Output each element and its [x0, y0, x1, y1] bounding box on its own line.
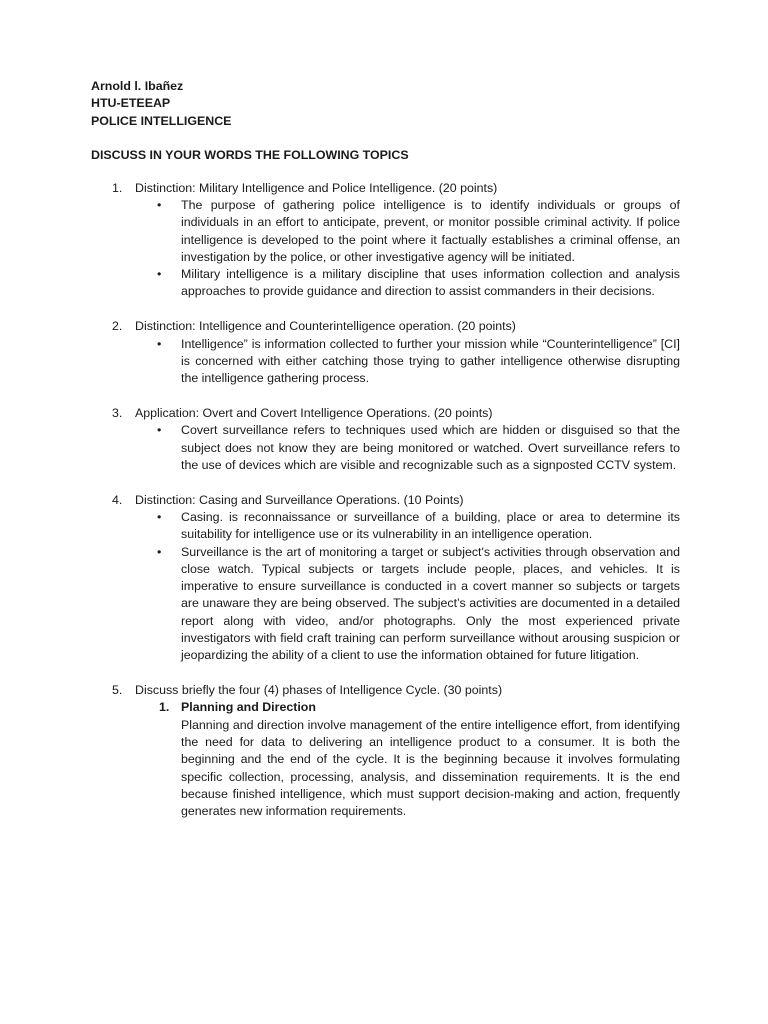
- bullet-text: Surveillance is the art of monitoring a target or subject's activities through observation and close watch. Typical subjects or targets include people, places, and vehicles. It is imperative to ensure surveillance is conducted in a covert manner so subjects or targets are unaware they are being observed. The subject’s activities are documented in a detailed report along with video, and/or photographs. Only the most experienced private investigators with field craft training can perform surveillance without arousing suspicion or jeopardizing the ability of a client to use the information obtained for future litigation.: [181, 544, 680, 663]
- topic-number: 4.: [112, 492, 123, 507]
- bullet-list: [135, 509, 680, 665]
- topic-item: [91, 318, 680, 387]
- bullet-icon: •: [157, 544, 162, 559]
- bullet-text: Intelligence” is information collected to further your mission while “Counterintelligence” [CI] is concerned with either catching those trying to gather intelligence otherwise disrupting the intelligence gathering process.: [181, 336, 680, 386]
- bullet-list: [135, 336, 680, 388]
- phase-item: [135, 699, 680, 820]
- topic-title: Distinction: Intelligence and Counterintelligence operation. (20 points): [135, 319, 516, 334]
- bullet-item: [135, 544, 680, 665]
- author-name: Arnold l. Ibañez: [91, 79, 184, 93]
- bullet-text: Casing. is reconnaissance or surveillance of a building, place or area to determine its suitability for intelligence use or its vulnerability in an intelligence operation.: [181, 509, 680, 542]
- bullet-item: [135, 336, 680, 388]
- bullet-item: [135, 422, 680, 474]
- bullet-icon: •: [157, 267, 162, 282]
- topic-title: Discuss briefly the four (4) phases of Intelligence Cycle. (30 points): [135, 683, 503, 698]
- topic-number: 1.: [112, 180, 123, 195]
- bullet-list: [135, 197, 680, 301]
- bullet-icon: •: [157, 423, 162, 438]
- bullet-text: Covert surveillance refers to techniques used which are hidden or disguised so that the subject does not know they are being monitored or watched. Overt surveillance refers to the use of devices which are visible and recognizable such as a signposted CCTV system.: [181, 423, 680, 472]
- topic-number: 5.: [112, 683, 123, 698]
- bullet-item: [135, 266, 680, 301]
- topic-title: Distinction: Military Intelligence and Police Intelligence. (20 points): [135, 180, 498, 195]
- bullet-text: Military intelligence is a military discipline that uses information collection and analysis approaches to provide guidance and direction to assist commanders in their decisions.: [181, 267, 680, 299]
- topic-item: [91, 180, 680, 301]
- bullet-item: [135, 197, 680, 266]
- topic-item: [91, 492, 680, 665]
- bullet-text: The purpose of gathering police intelligence is to identify individuals or groups of individuals in an effort to anticipate, prevent, or monitor possible criminal activity. If police intelligence is developed to the point where it factually establishes a criminal offense, an investigation by the police, or other investigative agency will be initiated.: [181, 197, 680, 264]
- course-name: POLICE INTELLIGENCE: [91, 113, 232, 128]
- phase-number: 1.: [159, 700, 170, 715]
- phase-text: Planning and direction involve management of the entire intelligence effort, from identifying the need for data to delivering an intelligence product to a consumer. It is both the beginning and the end of the cycle. It is the beginning because it involves formulating specific collection, processing, analysis, and dissemination requirements. It is the end because finished intelligence, which must support decision-making and action, frequently generates new information requirements.: [181, 717, 680, 819]
- topic-list: [91, 180, 680, 821]
- bullet-icon: •: [157, 197, 162, 212]
- phase-title: Planning and Direction: [181, 700, 316, 715]
- bullet-icon: •: [157, 336, 162, 351]
- topic-number: 2.: [112, 319, 123, 334]
- topic-number: 3.: [112, 405, 123, 420]
- bullet-icon: •: [157, 509, 162, 524]
- bullet-item: [135, 509, 680, 544]
- topic-item: [91, 405, 680, 474]
- instructions-heading: DISCUSS IN YOUR WORDS THE FOLLOWING TOPICS: [91, 148, 409, 163]
- bullet-list: [135, 422, 680, 474]
- topic-item: [91, 682, 680, 820]
- topic-title: Distinction: Casing and Surveillance Operations. (10 Points): [135, 492, 464, 507]
- topic-title: Application: Overt and Covert Intelligence Operations. (20 points): [135, 405, 493, 420]
- program-name: HTU-ETEEAP: [91, 96, 171, 111]
